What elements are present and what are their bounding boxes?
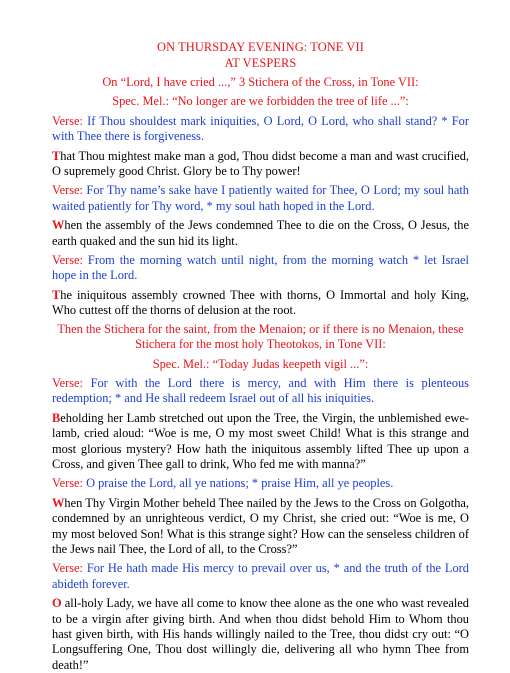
verse-text: O praise the Lord, all ye nations; * praise Him, all ye peoples.: [86, 476, 394, 491]
sticheron-text: he iniquitous assembly crowned Thee with thorns, O Immortal and holy King, Who cuttest off the thorns of delusion at the root.: [52, 287, 469, 318]
page-title-line-2: AT VESPERS: [224, 55, 297, 70]
sticheron-text: eholding her Lamb stretched out upon the Tree, the Virgin, the unblemished ewe-lamb, cried aloud: “Woe is me, O my most sweet Child! What is this strange and most glorious mystery? How hath the iniquitous assembly lifted Thee up upon a Cross, and given Thee gall to drink, Who fed me with manna?”: [52, 410, 469, 471]
initial-capital: W: [52, 218, 65, 233]
sticheron-5: [52, 496, 469, 558]
initial-capital: W: [52, 495, 65, 510]
verse-3: [52, 253, 469, 284]
verse-2: [52, 183, 469, 214]
verse-text: If Thou shouldest mark iniquities, O Lord, O Lord, who shall stand? * For with Thee there is forgiveness.: [52, 113, 470, 144]
verse-label: Verse:: [52, 476, 87, 491]
verse-text: For Thy name’s sake have I patiently waited for Thee, O Lord; my soul hath waited patiently for Thy word, * my soul hath hoped in the Lord.: [52, 183, 470, 213]
verse-label: Verse:: [52, 375, 91, 390]
sticheron-text: all-holy Lady, we have all come to know thee alone as the one who wast revealed to be a virgin after giving birth. And when thou didst behold Him to Whom thou hast given birth, with His hands willingly nailed to the Tree, thou didst cry out: “O Longsuffering One, Thou dost willingly die, delivering all who hymn Thee from death!”: [52, 596, 469, 672]
verse-label: Verse:: [52, 113, 88, 128]
initial-capital: T: [52, 287, 61, 302]
special-melody-2: Spec. Mel.: “Today Judas keepeth vigil ...”:: [152, 356, 369, 371]
sticheron-4: [52, 411, 469, 473]
initial-capital: T: [52, 148, 61, 163]
verse-text: From the morning watch until night, from the morning watch * let Israel hope in the Lord.: [52, 253, 470, 283]
page-title-line-1: ON THURSDAY EVENING: TONE VII: [157, 40, 364, 54]
verse-label: Verse:: [52, 183, 87, 198]
initial-capital: O: [52, 596, 62, 611]
rubric-lord-i-have-cried: On “Lord, I have cried ...,” 3 Stichera of the Cross, in Tone VII:: [102, 75, 419, 89]
sticheron-3: [52, 288, 469, 319]
verse-label: Verse:: [52, 561, 87, 576]
verse-4: [52, 376, 469, 407]
sticheron-text: hen the assembly of the Jews condemned Thee to die on the Cross, O Jesus, the earth quaked and the sun hid its light.: [52, 218, 469, 248]
verse-1: [52, 114, 469, 145]
sticheron-text: hen Thy Virgin Mother beheld Thee nailed by the Jews to the Cross on Golgotha, condemned by an unrighteous verdict, O my Christ, she cried out: “Woe is me, O my most beloved Son! What is this strange sight? How can the senseless children of the Jews nail Thee, the Lord of all, to the Cross?”: [52, 495, 469, 556]
verse-text: For He hath made His mercy to prevail over us, * and the truth of the Lord abideth forever.: [52, 561, 469, 591]
sticheron-6: [52, 596, 469, 673]
verse-text: For with the Lord there is mercy, and with Him there is plenteous redemption; * and He shall redeem Israel out of all his iniquities.: [52, 375, 469, 406]
sticheron-2: [52, 218, 469, 249]
special-melody-1: Spec. Mel.: “No longer are we forbidden the tree of life ...”:: [112, 94, 409, 109]
verse-6: [52, 561, 469, 592]
initial-capital: B: [52, 410, 61, 425]
sticheron-1: [52, 149, 469, 180]
verse-label: Verse:: [52, 253, 88, 268]
rubric-theotokos: Then the Stichera for the saint, from the Menaion; or if there is no Menaion, these Stichera for the most holy Theotokos, in Tone VII:: [57, 321, 464, 352]
verse-5: [52, 476, 469, 491]
sticheron-text: hat Thou mightest make man a god, Thou didst become a man and wast crucified, O supremely good Christ. Glory be to Thy power!: [52, 148, 469, 179]
